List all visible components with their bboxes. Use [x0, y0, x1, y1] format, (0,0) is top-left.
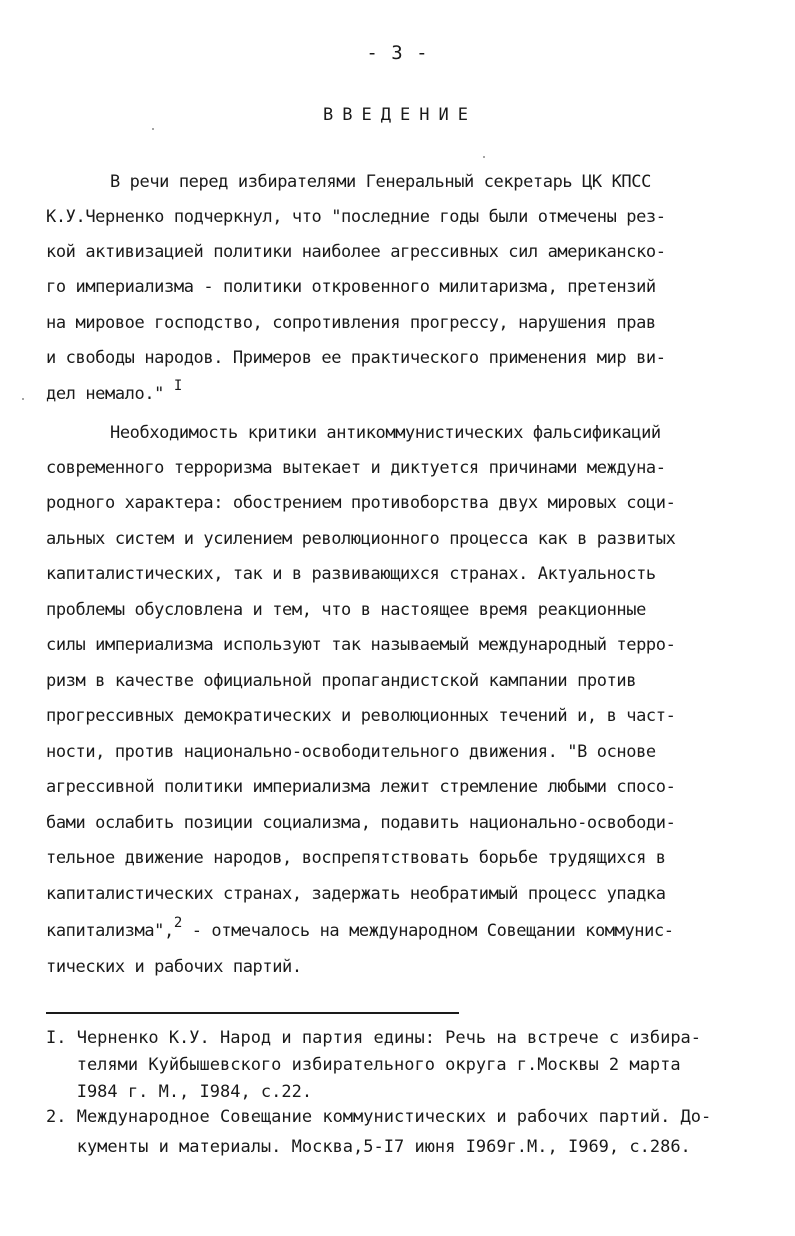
text-line: тических и рабочих партий.	[46, 957, 302, 977]
text-fragment: - отмечалось на международном Совещании коммунис-	[181, 921, 674, 941]
text-line: силы империализма используют так называемый международный терро-	[46, 635, 676, 655]
text-line: родного характера: обострением противоборства двух мировых соци-	[46, 493, 676, 513]
text-line	[46, 378, 182, 406]
text-line: капиталистических странах, задержать необратимый процесс упадка	[46, 884, 666, 904]
text-fragment: капитализма",	[46, 921, 174, 941]
text-line: тельное движение народов, воспрепятствовать борьбе трудящихся в	[46, 848, 666, 868]
text-line: Необходимость критики антикоммунистических фальсификаций	[110, 423, 661, 443]
text-line: проблемы обусловлена и тем, что в настоящее время реакционные	[46, 600, 646, 620]
text-line: капиталистических, так и в развивающихся странах. Актуальность	[46, 564, 656, 584]
text-line: альных систем и усилением революционного процесса как в развитых	[46, 529, 676, 549]
footnote-ref-1: I	[173, 378, 182, 394]
text-line: на мировое господство, сопротивления прогрессу, нарушения прав	[46, 313, 656, 333]
scan-speck	[22, 398, 24, 400]
text-line: и свободы народов. Примеров ее практического применения мир ви-	[46, 348, 666, 368]
footnote-line: телями Куйбышевского избирательного округа г.Москвы 2 марта	[46, 1055, 681, 1075]
text-line: К.У.Черненко подчеркнул, что "последние годы были отмечены рез-	[46, 207, 666, 227]
text-line: современного терроризма вытекает и диктуется причинами междуна-	[46, 458, 666, 478]
text-line: прогрессивных демократических и революционных течений и, в част-	[46, 706, 676, 726]
footnote-divider	[46, 1012, 459, 1014]
text-line: го империализма - политики откровенного милитаризма, претензий	[46, 277, 656, 297]
text-line: ности, против национально-освободительного движения. "В основе	[46, 742, 656, 762]
text-line: ризм в качестве официальной пропагандистской кампании против	[46, 671, 637, 691]
text-line: бами ослабить позиции социализма, подавить национально-освободи-	[46, 813, 676, 833]
page-number: - 3 -	[366, 42, 429, 64]
footnote-line: I984 г. М., I984, с.22.	[46, 1082, 313, 1102]
text-line: агрессивной политики империализма лежит стремление любыми спосо-	[46, 777, 676, 797]
footnote-line: кументы и материалы. Москва,5-I7 июня I969г.М., I969, с.286.	[46, 1137, 691, 1157]
scan-speck	[483, 156, 485, 158]
text-fragment: дел немало."	[46, 384, 165, 404]
text-line: В речи перед избирателями Генеральный секретарь ЦК КПСС	[110, 172, 651, 192]
footnote-line: I. Черненко К.У. Народ и партия едины: Речь на встрече с избира-	[46, 1028, 702, 1048]
scan-speck	[152, 128, 154, 130]
footnote-ref-2: 2	[173, 915, 182, 931]
text-line: кой активизацией политики наиболее агрессивных сил американско-	[46, 242, 666, 262]
section-heading: ВВЕДЕНИЕ	[323, 105, 477, 125]
footnote-line: 2. Международное Совещание коммунистических и рабочих партий. До-	[46, 1107, 712, 1127]
text-line	[46, 915, 674, 943]
